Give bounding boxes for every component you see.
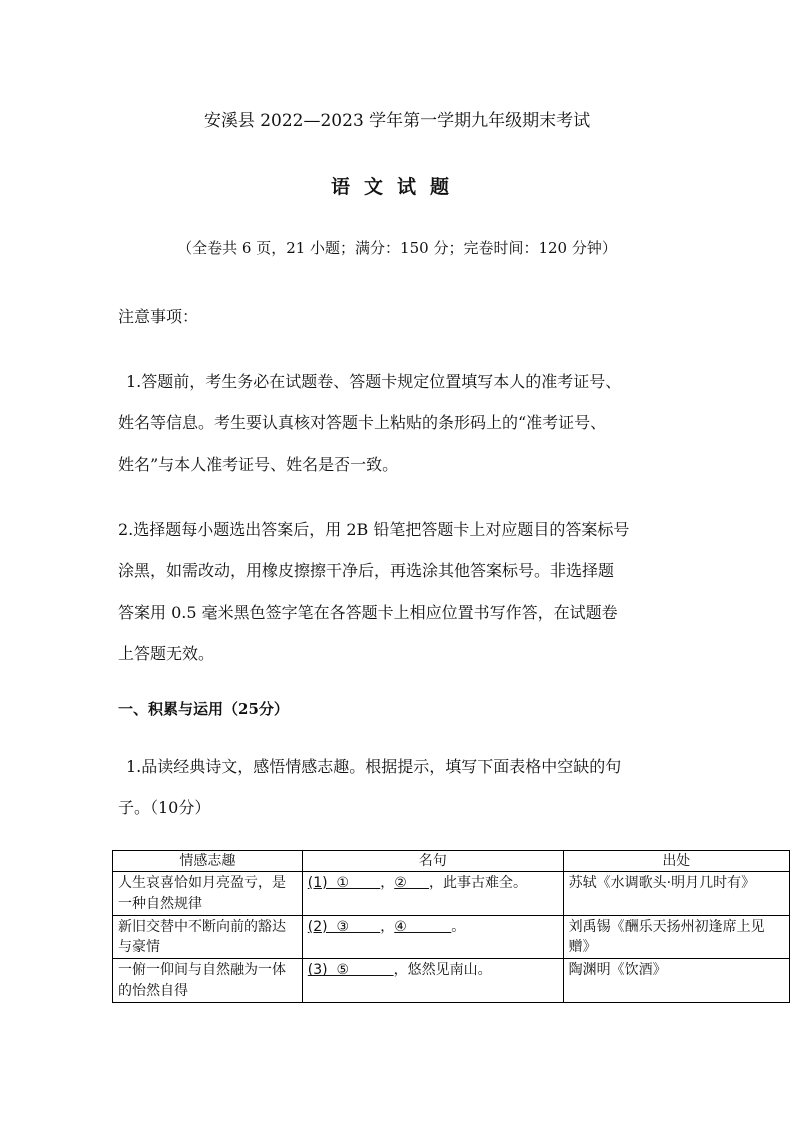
verse-text: ，此事古难全。 <box>429 875 528 892</box>
fill-blank: ② <box>394 875 430 892</box>
table-header-source: 出处 <box>563 851 789 872</box>
emotion-cell: 新旧交替中不断向前的豁达与豪情 <box>113 915 303 959</box>
notice-item1-line1: 1.答题前，考生务必在试题卷、答题卡规定位置填写本人的准考证号、 <box>126 372 622 391</box>
notice-item2-line4: 上答题无效。 <box>118 644 215 663</box>
question1-line2: 子。（10分） <box>118 798 211 817</box>
verse-text: ，悠然见南山。 <box>393 962 492 979</box>
verse-text: 。 <box>451 918 466 935</box>
notice-item2-line2: 涂黑，如需改动，用橡皮擦擦干净后，再选涂其他答案标号。非选择题 <box>118 561 615 580</box>
source-cell: 苏轼《水调歌头·明月几时有》 <box>563 872 789 916</box>
exam-title: 安溪县 2022—2023 学年第一学期九年级期末考试 <box>203 111 591 131</box>
verse-separator: ， <box>380 875 395 892</box>
fill-blank: (3) ⑤ <box>307 962 394 979</box>
verse-cell <box>302 872 563 916</box>
table-row <box>113 872 790 916</box>
poetry-table <box>112 850 790 1003</box>
verse-cell <box>302 915 563 959</box>
table-header-row <box>113 851 790 872</box>
emotion-cell: 人生哀喜恰如月亮盈亏，是一种自然规律 <box>113 872 303 916</box>
source-cell: 陶渊明《饮酒》 <box>563 959 789 1003</box>
notice-item1-line2: 姓名等信息。考生要认真核对答题卡上粘贴的条形码上的“准考证号、 <box>118 413 607 432</box>
exam-info: （全卷共 6 页，21 小题；满分：150 分；完卷时间：120 分钟） <box>177 239 617 257</box>
subject-title: 语文试题 <box>330 176 463 198</box>
table-header-verse: 名句 <box>302 851 563 872</box>
fill-blank: (2) ③ <box>307 918 381 935</box>
table-header-emotion: 情感志趣 <box>113 851 303 872</box>
fill-blank: (1) ① <box>307 875 381 892</box>
verse-cell <box>302 959 563 1003</box>
table-row <box>113 915 790 959</box>
source-cell: 刘禹锡《酬乐天扬州初逢席上见赠》 <box>563 915 789 959</box>
table-row <box>113 959 790 1003</box>
notice-item1-line3: 姓名”与本人准考证号、姓名是否一致。 <box>118 455 399 474</box>
fill-blank: ④ <box>394 918 452 935</box>
verse-separator: ， <box>380 918 395 935</box>
notice-item2-line3: 答案用 0.5 毫米黑色签字笔在各答题卡上相应位置书写作答，在试题卷 <box>118 603 618 622</box>
question1-line1: 1.品读经典诗文，感悟情感志趣。根据提示，填写下面表格中空缺的句 <box>126 757 622 776</box>
emotion-cell: 一俯一仰间与自然融为一体的怡然自得 <box>113 959 303 1003</box>
section1-heading: 一、积累与运用（25分） <box>118 700 289 718</box>
notice-item2-line1: 2.选择题每小题选出答案后，用 2B 铅笔把答题卡上对应题目的答案标号 <box>118 520 630 539</box>
notice-heading: 注意事项： <box>118 307 199 326</box>
